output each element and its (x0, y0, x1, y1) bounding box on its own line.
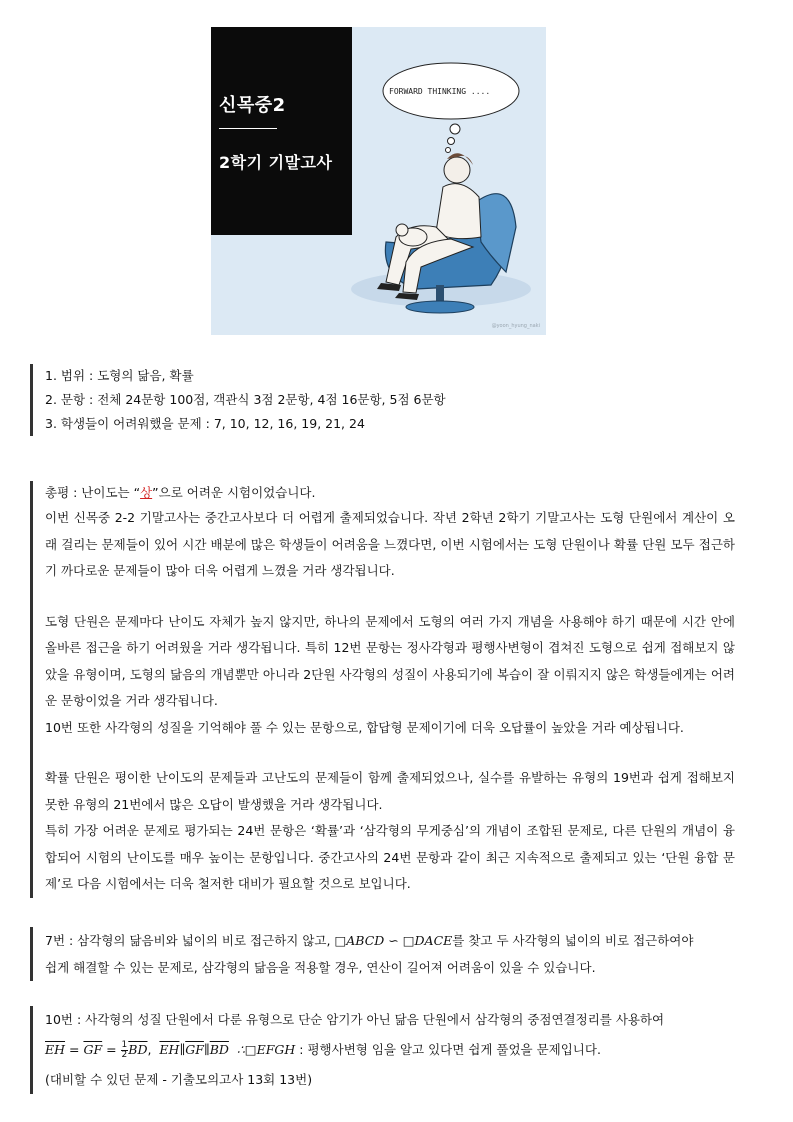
q7-quad-dace: □DACE (402, 933, 453, 948)
fraction-denominator: 2 (121, 1050, 128, 1060)
parallel-symbol-2: ∥ (203, 1042, 210, 1057)
review-paragraph-4: 확률 단원은 평이한 난이도의 문제들과 고난도의 문제들이 함께 출제되었으나, 실수를 유발하는 유형의 19번과 쉽게 접해보지 못한 유형의 21번에서 많은 오답이 발생했을 거라 생각됩니다. (45, 770, 735, 812)
q10-conclusion: : 평행사변형 임을 알고 있다면 쉽게 풀었을 문제입니다. (295, 1042, 601, 1057)
q7-line-1 (45, 927, 693, 954)
fraction-numerator: 1 (121, 1040, 128, 1050)
difficulty-level: 상 (140, 485, 153, 500)
hard-questions: 3. 학생들이 어려워했을 문제 : 7, 10, 12, 16, 19, 21, 24 (45, 416, 365, 431)
segment-eh-2: $\overline{EH}$ (159, 1042, 180, 1057)
exam-items: 2. 문항 : 전체 24문항 100점, 객관식 3점 2문항, 4점 16문항, 5점 6문항 (45, 392, 446, 407)
q10-line-2: $\overline{EH} = \overline{GF}$ = $\frac{1}{2}$ $\overline{BD}$, $\overline{EH}\parallel\overline{GF}\parallel\overline{BD}$ ∴□EFGH : 평행사변형 임을 알고 있다면 쉽게 풀었을 문제입니다. (45, 1040, 601, 1060)
q7-quad-abcd: □ABCD (334, 933, 385, 948)
title-divider (219, 128, 277, 129)
review-lead (45, 481, 735, 505)
review-paragraph-3: 10번 또한 사각형의 성질을 기억해야 풀 수 있는 문항으로, 합답형 문제이기에 더욱 오답률이 높았을 거라 예상됩니다. (45, 719, 684, 735)
segment-gf: $\overline{GF}$ (83, 1042, 103, 1057)
illustration-watermark: @yoon_hyung_naki (491, 323, 540, 329)
exam-range: 1. 범위 : 도형의 닮음, 확률 (45, 368, 194, 383)
title-box (211, 27, 352, 235)
review-paragraph-2: 도형 단원은 문제마다 난이도 자체가 높지 않지만, 하나의 문제에서 도형의 여러 가지 개념을 사용해야 하기 때문에 시간 안에 올바른 접근을 하기 어려웠을 거라 생각됩니다. 특히 12번 문항는 정사각형과 평행사변형이 겹쳐진 도형으로 쉽게 접해보지 않았을 유형이며, 도형의 닮음의 개념뿐만 아니라 2단원 사각형의 성질이 사용되기에 복습이 잘 이뤄지지 않은 학생들에게는 어려운 문항이었을 거라 생각됩니다. (45, 613, 735, 708)
question-7-section (30, 927, 693, 981)
q7-text: 7번 : 삼각형의 닮음비와 넓이의 비로 접근하지 않고, (45, 933, 335, 948)
q7-similar: ∽ (384, 933, 403, 948)
q7-line-2: 쉽게 해결할 수 있는 문제로, 삼각형의 닮음을 적용할 경우, 연산이 길어져 어려움이 있을 수 있습니다. (45, 960, 596, 975)
header-illustration (211, 27, 546, 335)
q10-line-1: 10번 : 사각형의 성질 단원에서 다룬 유형으로 단순 암기가 아닌 닮음 단원에서 삼각형의 중점연결정리를 사용하여 (45, 1012, 665, 1027)
exam-title: 2학기 기말고사 (219, 153, 333, 172)
review-lead-suffix: ”으로 어려운 시험이었습니다. (152, 485, 316, 500)
segment-gf-2: $\overline{GF}$ (185, 1042, 204, 1057)
review-section (30, 481, 735, 898)
q10-reference: (대비할 수 있던 문제 - 기출모의고사 13회 13번) (45, 1072, 313, 1087)
therefore-efgh: ∴□EFGH (236, 1042, 296, 1057)
segment-eh: $\overline{EH}$ (45, 1042, 66, 1057)
school-title: 신목중2 (219, 95, 286, 116)
q7-text-after: 를 찾고 두 사각형의 넓이의 비로 접근하여야 (452, 933, 694, 948)
segment-bd: $\overline{BD}$ (128, 1042, 148, 1057)
review-paragraph-5: 특히 가장 어려운 문제로 평가되는 24번 문항은 ‘확률’과 ‘삼각형의 무게중심’의 개념이 조합된 문제로, 다른 단원의 개념이 융합되어 시험의 난이도를 매우 높이는 문항입니다. 중간고사의 24번 문항과 같이 최근 지속적으로 출제되고 있는 ‘단원 융합 문제’로 다음 시험에서는 더욱 철저한 대비가 필요할 것으로 보입니다. (45, 823, 735, 891)
question-10-section (30, 1006, 664, 1094)
thought-text: FORWARD THINKING .... (389, 87, 491, 96)
review-paragraph-1: 이번 신목중 2-2 기말고사는 중간고사보다 더 어렵게 출제되었습니다. 작년 2학년 2학기 기말고사는 도형 단원에서 계산이 오래 걸리는 문제들이 있어 시간 배분에 많은 학생들이 어려움을 느꼈다면, 이번 시험에서는 도형 단원이나 확률 단원 모두 접근하기 까다로운 문제들이 많아 더욱 어렵게 느꼈을 거라 생각됩니다. (45, 510, 735, 578)
segment-bd-2: $\overline{BD}$ (209, 1042, 229, 1057)
review-lead-prefix: 총평 : 난이도는 “ (45, 485, 141, 500)
summary-section (30, 364, 446, 436)
parallel-symbol: ∥ (179, 1042, 186, 1057)
